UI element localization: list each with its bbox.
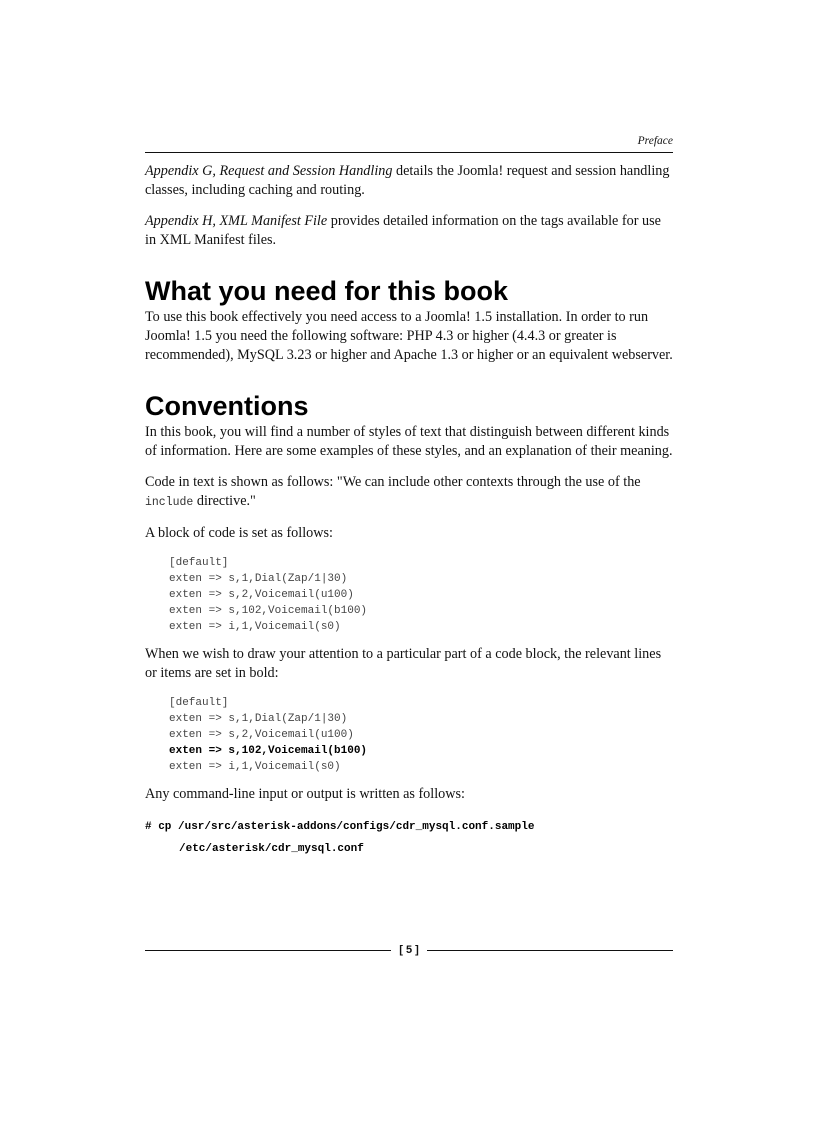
footer-rule-left [145, 950, 391, 951]
code-in-text-paragraph [145, 473, 673, 512]
command-line-intro: Any command-line input or output is written as follows: [145, 786, 465, 802]
bold-code-intro: When we wish to draw your attention to a particular part of a code block, the relevant lines or items are set in bold: [145, 646, 662, 681]
heading-what-you-need: What you need for this book [145, 276, 508, 306]
code-line: [default] [169, 557, 229, 569]
code-block-intro: A block of code is set as follows: [145, 525, 333, 541]
appendix-g-paragraph [145, 162, 673, 200]
appendix-h-text: provides detailed information on the tags available for use in XML Manifest files. [145, 213, 661, 248]
requirements-paragraph: To use this book effectively you need access to a Joomla! 1.5 installation. In order to run Joomla! 1.5 you need the following software: PHP 4.3 or higher (4.4.3 or greater is recommended), MySQL 3.23 or higher and Apache 1.3 or higher or an equivalent webserver. [145, 309, 673, 363]
page-footer [145, 944, 673, 956]
code-line: exten => i,1,Voicemail(s0) [169, 761, 341, 773]
code-line: exten => i,1,Voicemail(s0) [169, 621, 341, 633]
code-line: [default] [169, 697, 229, 709]
code-line: exten => s,2,Voicemail(u100) [169, 589, 354, 601]
code-block-plain [169, 555, 673, 635]
appendix-g-text: details the Joomla! request and session handling classes, including caching and routing. [145, 163, 670, 198]
code-line: exten => s,102,Voicemail(b100) [169, 605, 368, 617]
code-line: exten => s,1,Dial(Zap/1|30) [169, 713, 348, 725]
footer-rule-right [427, 950, 673, 951]
code-line: exten => s,2,Voicemail(u100) [169, 729, 354, 741]
page-number: [ 5 ] [399, 944, 419, 956]
header-rule [145, 152, 673, 153]
conventions-intro: In this book, you will find a number of styles of text that distinguish between different kinds of information. Here are some examples of these styles, and an explanation of their meaning. [145, 424, 673, 459]
code-line: exten => s,1,Dial(Zap/1|30) [169, 573, 348, 585]
code-line-highlighted: exten => s,102,Voicemail(b100) [169, 745, 368, 757]
inline-code-include: include [145, 496, 194, 509]
code-in-text-before: Code in text is shown as follows: "We can include other contexts through the use of the [145, 474, 641, 490]
code-in-text-after: directive." [193, 493, 256, 509]
appendix-g-title: Appendix G, Request and Session Handling [145, 163, 393, 179]
command-line-2: /etc/asterisk/cdr_mysql.conf [179, 843, 364, 855]
page-content [145, 162, 673, 860]
appendix-h-title: Appendix H, XML Manifest File [145, 213, 328, 229]
code-block-highlighted [169, 695, 673, 775]
running-head: Preface [637, 135, 673, 147]
heading-conventions: Conventions [145, 391, 309, 421]
command-line-1: # cp /usr/src/asterisk-addons/configs/cdr_mysql.conf.sample [145, 821, 535, 833]
appendix-h-paragraph [145, 212, 673, 250]
